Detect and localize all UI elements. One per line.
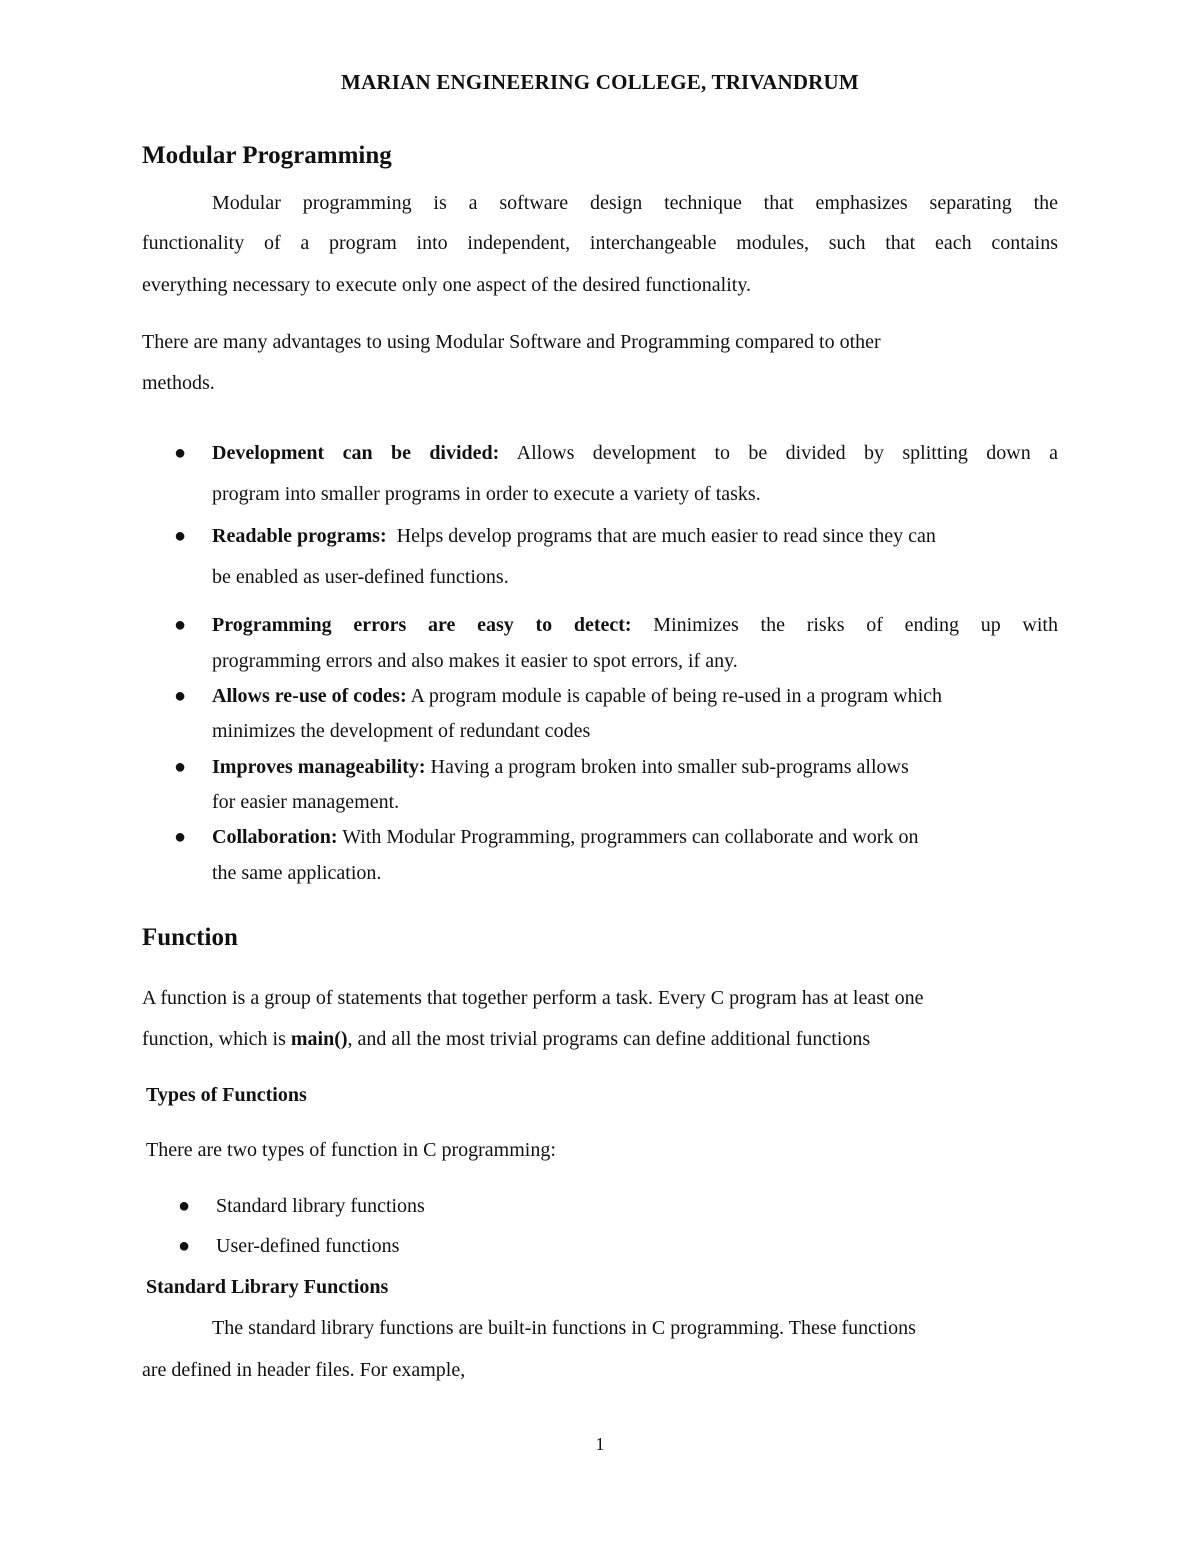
- list-item-continuation: program into smaller programs in order to execute a variety of tasks.: [212, 483, 761, 505]
- bullet-icon: ●: [178, 1235, 191, 1257]
- main-function-name: main(): [290, 1028, 348, 1050]
- intro-line-2: functionality of a program into independent, interchangeable modules, such that each contains: [142, 232, 1058, 254]
- list-item: Collaboration: With Modular Programming, programmers can collaborate and work on: [212, 826, 919, 848]
- list-item: Programming errors are easy to detect: Minimizes the risks of ending up with: [212, 614, 1058, 636]
- list-item-continuation: be enabled as user-defined functions.: [212, 566, 509, 588]
- list-item: Development can be divided: Allows development to be divided by splitting down a: [212, 442, 1058, 464]
- function-line-2: function, which is main(), and all the most trivial programs can define additional functions: [142, 1028, 871, 1050]
- intro-line-3: everything necessary to execute only one aspect of the desired functionality.: [142, 274, 752, 296]
- heading-modular-programming: Modular Programming: [142, 142, 392, 169]
- list-item-continuation: programming errors and also makes it easier to spot errors, if any.: [212, 650, 738, 672]
- list-item: Improves manageability: Having a program broken into smaller sub-programs allows: [212, 756, 909, 778]
- heading-function: Function: [142, 924, 238, 951]
- standard-line-1: The standard library functions are built-in functions in C programming. These functions: [212, 1317, 916, 1339]
- function-line-1: A function is a group of statements that together perform a task. Every C program has at least one: [142, 987, 924, 1009]
- heading-standard-library-functions: Standard Library Functions: [146, 1276, 389, 1298]
- list-item-continuation: the same application.: [212, 862, 382, 884]
- list-item: Standard library functions: [216, 1195, 425, 1217]
- list-item: Allows re-use of codes: A program module is capable of being re-used in a program which: [212, 685, 943, 707]
- bullet-icon: ●: [174, 614, 187, 636]
- list-item-continuation: for easier management.: [212, 791, 400, 813]
- list-item-continuation: minimizes the development of redundant codes: [212, 720, 591, 742]
- advantages-line-1: There are many advantages to using Modular Software and Programming compared to other: [142, 331, 881, 353]
- bullet-icon: ●: [174, 442, 187, 464]
- page-number: 1: [595, 1434, 605, 1454]
- bullet-icon: ●: [174, 826, 187, 848]
- bullet-icon: ●: [174, 685, 187, 707]
- standard-line-2: are defined in header files. For example,: [142, 1359, 466, 1381]
- list-item: Readable programs: Helps develop programs that are much easier to read since they can: [212, 525, 936, 547]
- bullet-icon: ●: [178, 1195, 191, 1217]
- bullet-icon: ●: [174, 756, 187, 778]
- page-header: MARIAN ENGINEERING COLLEGE, TRIVANDRUM: [341, 70, 859, 94]
- intro-line-1: Modular programming is a software design technique that emphasizes separating the: [212, 192, 1058, 214]
- advantages-line-2: methods.: [142, 372, 215, 394]
- heading-types-of-functions: Types of Functions: [146, 1084, 307, 1106]
- types-intro: There are two types of function in C programming:: [146, 1139, 556, 1161]
- list-item: User-defined functions: [216, 1235, 400, 1257]
- bullet-icon: ●: [174, 525, 187, 547]
